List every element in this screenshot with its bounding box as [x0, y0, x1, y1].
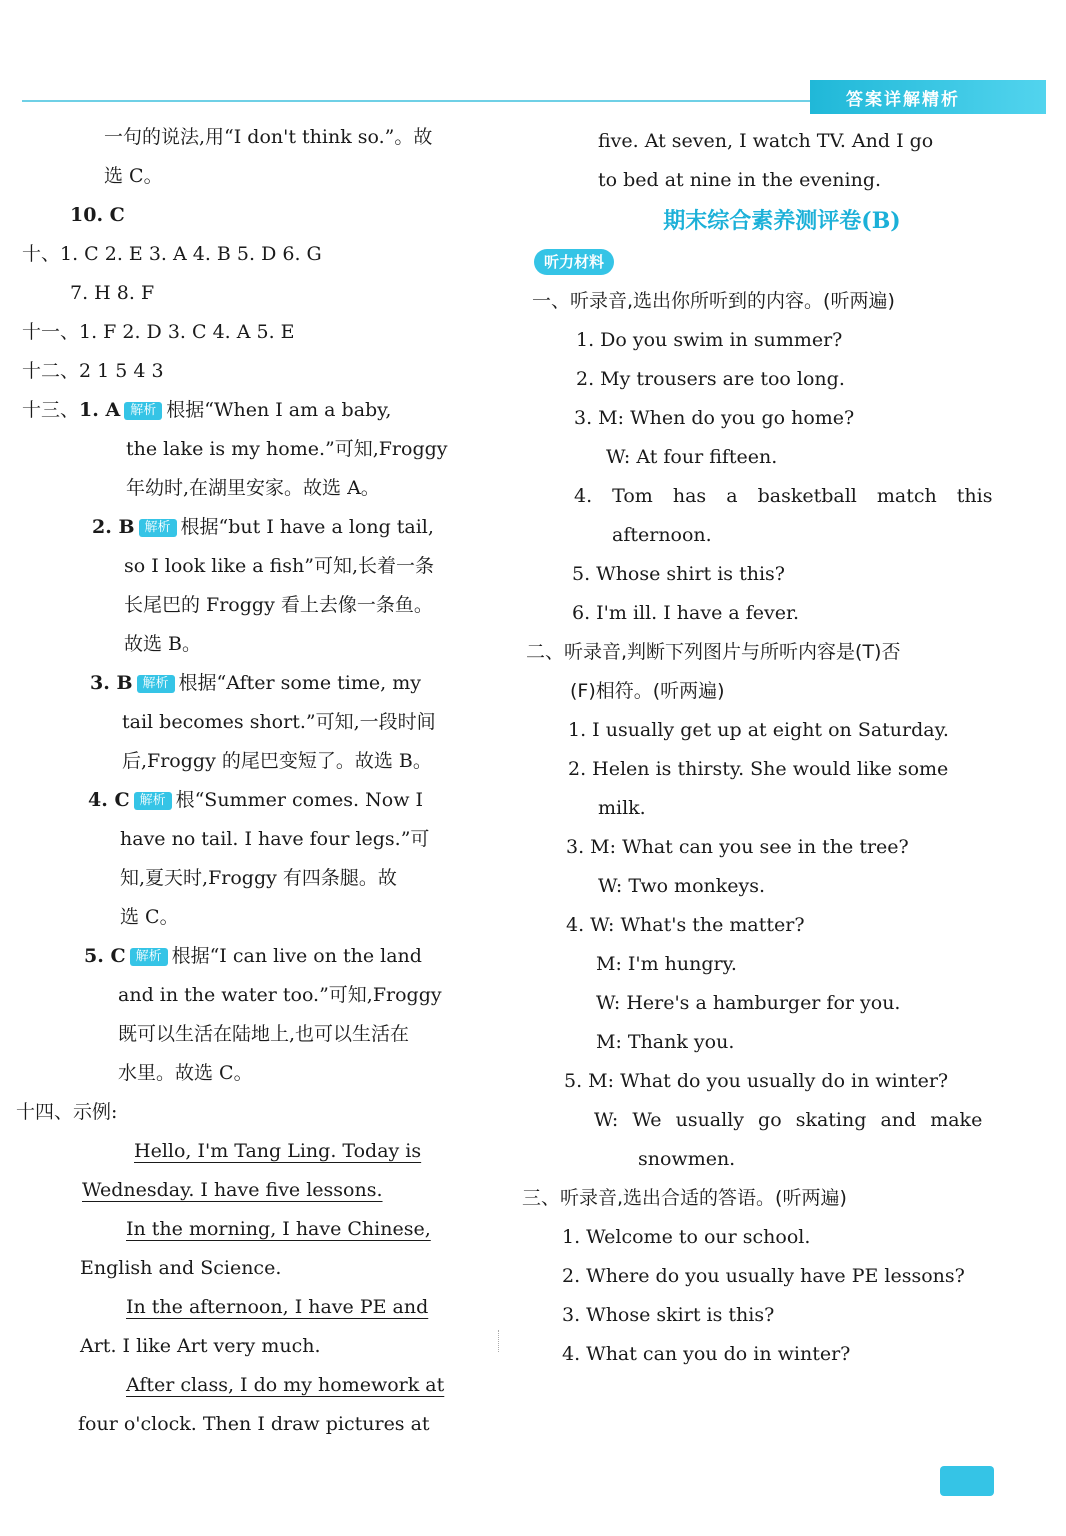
q13-item-text: the lake is my home.”可知,Froggy [126, 438, 448, 460]
right-column [522, 122, 1042, 1374]
text-line: to bed at nine in the evening. [598, 169, 882, 191]
header-tab: 答案详解精析 [810, 80, 1046, 114]
q13-item-num: 2. B [92, 516, 135, 538]
q13-item-num: 4. C [88, 789, 130, 811]
analysis-tag: 解析 [130, 948, 168, 966]
q13-item-num: 1. A [79, 399, 121, 421]
listening-line: 5. M: What do you usually do in winter? [564, 1070, 949, 1092]
answer-13-group [22, 391, 492, 1093]
q13-item-text: 年幼时,在湖里安家。故选 A。 [126, 477, 380, 499]
part3-heading: 三、听录音,选出合适的答语。(听两遍) [522, 1187, 847, 1209]
q13-item-text: 知,夏天时,Froggy 有四条腿。故 [120, 867, 397, 889]
essay-line: Hello, I'm Tang Ling. Today is [134, 1140, 422, 1162]
analysis-tag: 解析 [139, 519, 177, 537]
essay-line: English and Science. [80, 1257, 282, 1279]
listening-line: 3. M: What can you see in the tree? [566, 836, 909, 858]
part2-heading: 二、听录音,判断下列图片与所听内容是(T)否 [526, 641, 901, 663]
listening-line: milk. [598, 797, 646, 819]
q13-label: 十三、 [22, 399, 80, 421]
listening-line: snowmen. [638, 1148, 736, 1170]
listening-line: 2. Helen is thirsty. She would like some [568, 758, 949, 780]
analysis-tag: 解析 [137, 675, 175, 693]
answer-12-group: 十二、2 1 5 4 3 [22, 360, 164, 382]
analysis-tag: 解析 [134, 792, 172, 810]
essay-line: In the morning, I have Chinese, [126, 1218, 431, 1240]
text-line: five. At seven, I watch TV. And I go [598, 130, 934, 152]
essay-line: four o'clock. Then I draw pictures at [78, 1413, 430, 1435]
listening-line: 5. Whose shirt is this? [572, 563, 785, 585]
header-rule [22, 100, 812, 102]
text-line: 选 C。 [104, 165, 163, 187]
q13-item-text: tail becomes short.”可知,一段时间 [122, 711, 436, 733]
listening-line: W: We usually go skating and make [594, 1109, 983, 1131]
essay-line: Wednesday. I have five lessons. [82, 1179, 383, 1201]
page-number-badge [940, 1466, 994, 1496]
listening-line: 2. Where do you usually have PE lessons? [562, 1265, 965, 1287]
listening-line: 4. What can you do in winter? [562, 1343, 851, 1365]
answer-10-group-cont: 7. H 8. F [70, 282, 155, 304]
listening-line: M: I'm hungry. [596, 953, 737, 975]
part1-heading: 一、听录音,选出你所听到的内容。(听两遍) [532, 290, 895, 312]
section-title: 期末综合素养测评卷(B) [663, 208, 901, 234]
left-column [16, 118, 492, 1444]
q13-item-text: have no tail. I have four legs.”可 [120, 828, 430, 850]
q13-item-text: 既可以生活在陆地上,也可以生活在 [118, 1023, 410, 1045]
listening-line: 3. Whose skirt is this? [562, 1304, 775, 1326]
q13-item-text: 故选 B。 [124, 633, 202, 655]
part2-heading-cont: (F)相符。(听两遍) [570, 680, 725, 702]
listening-line: W: At four fifteen. [606, 446, 778, 468]
q13-item-text: 根据“I can live on the land [171, 945, 422, 967]
q13-item-text: 根据“When I am a baby, [166, 399, 392, 421]
q13-item-text: and in the water too.”可知,Froggy [118, 984, 442, 1006]
q14-label: 十四、示例: [16, 1101, 118, 1123]
listening-material-pill: 听力材料 [534, 249, 614, 275]
analysis-tag: 解析 [124, 402, 162, 420]
q13-item-text: so I look like a fish”可知,长着一条 [124, 555, 435, 577]
listening-line: 1. Welcome to our school. [562, 1226, 811, 1248]
listening-line: 3. M: When do you go home? [574, 407, 855, 429]
listening-line: W: Here's a hamburger for you. [596, 992, 901, 1014]
listening-line: 6. I'm ill. I have a fever. [572, 602, 800, 624]
listening-line: 4. W: What's the matter? [566, 914, 805, 936]
essay-line: In the afternoon, I have PE and [126, 1296, 429, 1318]
q13-item-text: 后,Froggy 的尾巴变短了。故选 B。 [122, 750, 432, 772]
text-line: 一句的说法,用“I don't think so.”。故 [104, 126, 433, 148]
listening-line: W: Two monkeys. [598, 875, 766, 897]
listening-line: M: Thank you. [596, 1031, 735, 1053]
listening-line: afternoon. [612, 524, 712, 546]
q13-item-text: 根“Summer comes. Now I [175, 789, 424, 811]
answer-10: 10. C [70, 204, 125, 226]
q13-item-text: 水里。故选 C。 [118, 1062, 253, 1084]
listening-line: 1. I usually get up at eight on Saturday. [568, 719, 949, 741]
column-divider [498, 1330, 500, 1352]
q13-item-num: 3. B [90, 672, 133, 694]
answer-10-group: 十、1. C 2. E 3. A 4. B 5. D 6. G [22, 243, 322, 265]
listening-line: 1. Do you swim in summer? [576, 329, 843, 351]
essay-line: Art. I like Art very much. [80, 1335, 321, 1357]
q13-item-num: 5. C [84, 945, 126, 967]
essay-line: After class, I do my homework at [126, 1374, 445, 1396]
listening-line: 4. Tom has a basketball match this [574, 485, 993, 507]
q13-item-text: 选 C。 [120, 906, 179, 928]
listening-line: 2. My trousers are too long. [576, 368, 845, 390]
q13-item-text: 长尾巴的 Froggy 看上去像一条鱼。 [124, 594, 433, 616]
q13-item-text: 根据“but I have a long tail, [180, 516, 434, 538]
q13-item-text: 根据“After some time, my [178, 672, 421, 694]
answer-11-group: 十一、1. F 2. D 3. C 4. A 5. E [22, 321, 295, 343]
answer-14-group [16, 1093, 492, 1444]
